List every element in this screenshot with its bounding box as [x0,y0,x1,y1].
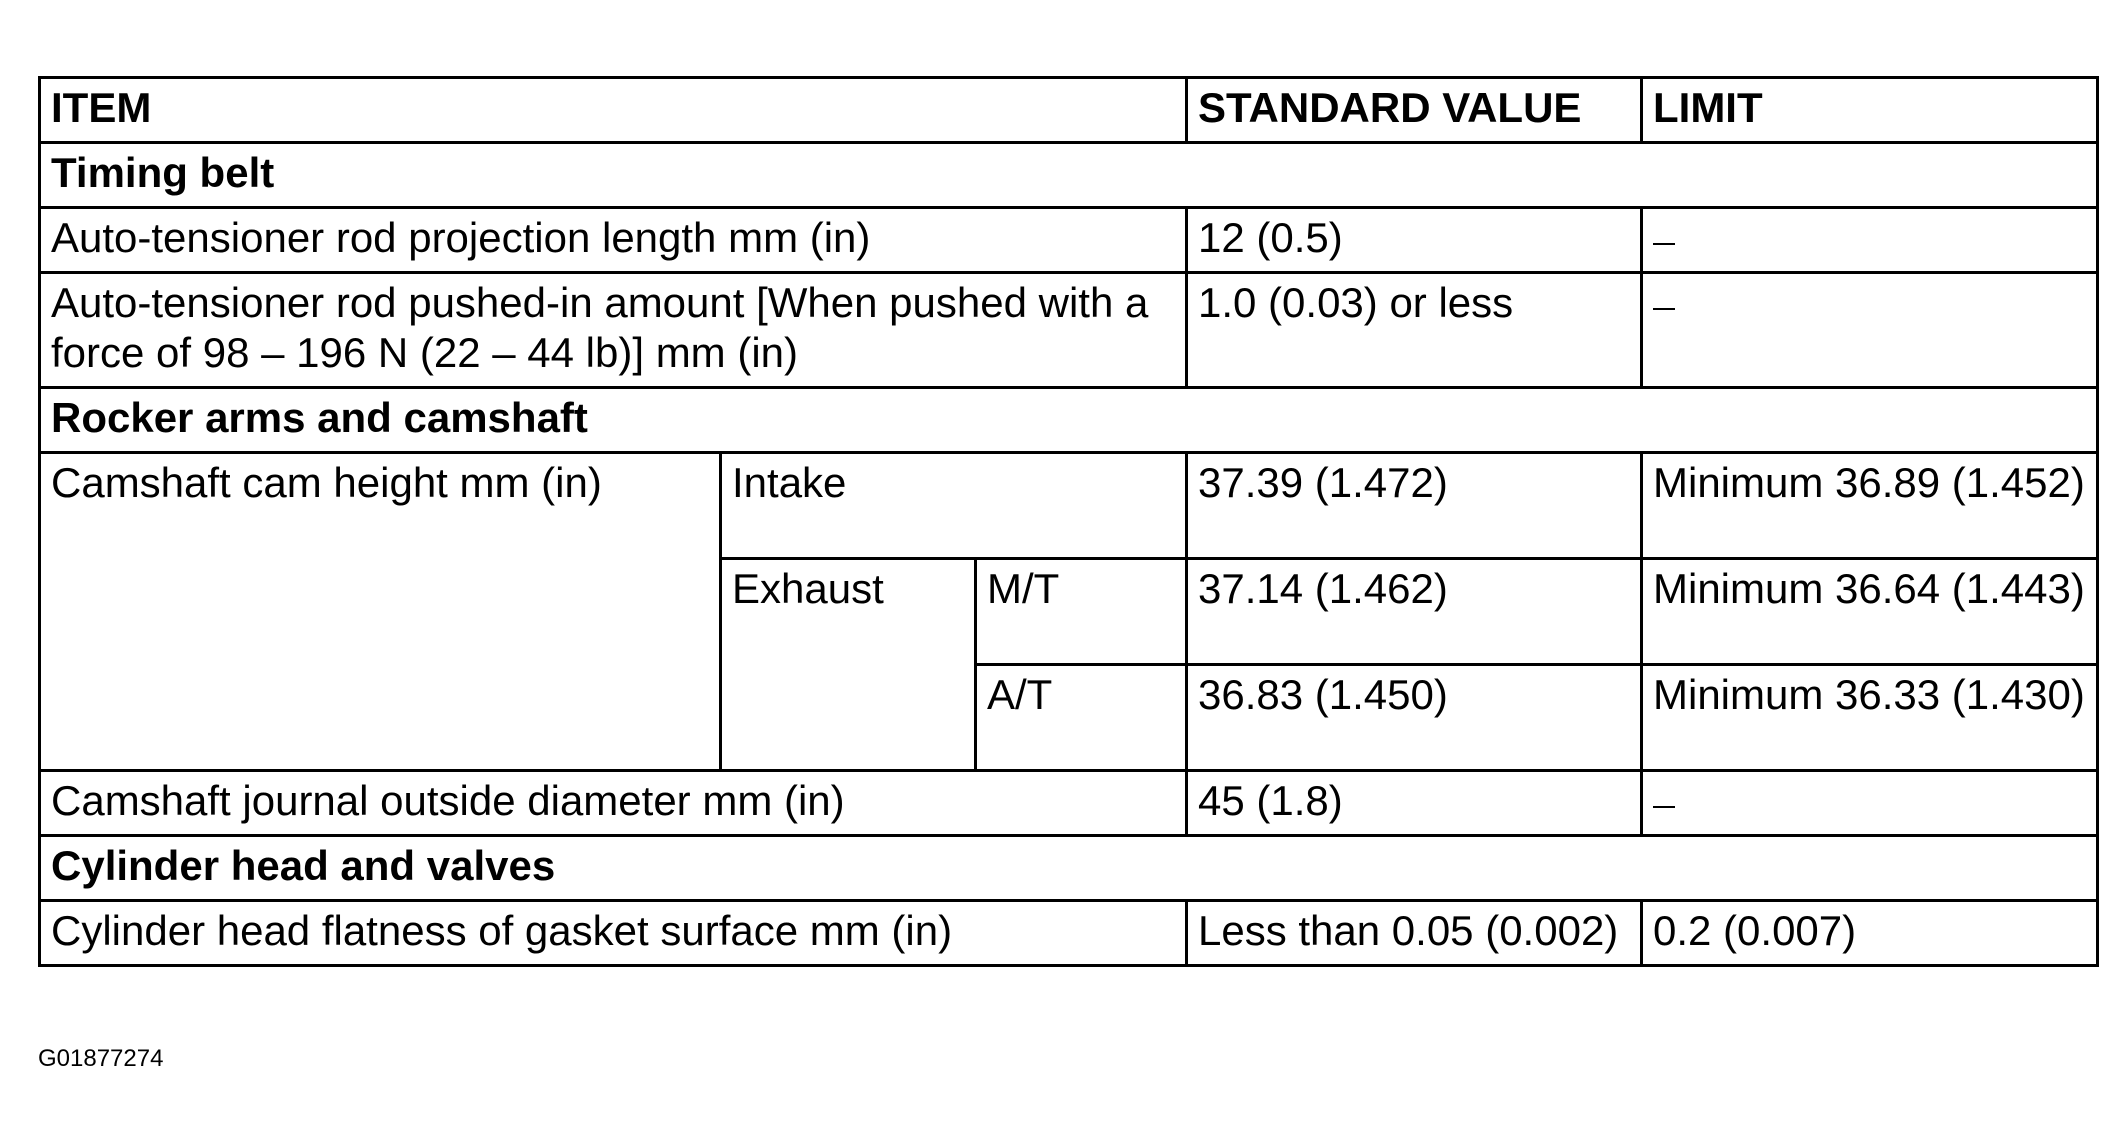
item-cell: Auto-tensioner rod pushed-in amount [When pushed with a force of 98 – 196 N (22 – 44 lb)] mm (in) [40,273,1187,388]
section-title-timing-belt: Timing belt [40,143,2098,208]
item-cell: Auto-tensioner rod projection length mm (in) [40,208,1187,273]
section-row-cylinder-head [40,836,2098,901]
standard-value-cell: 37.14 (1.462) [1187,559,1642,665]
header-row [40,78,2098,143]
limit-cell: Minimum 36.89 (1.452) [1642,453,2098,559]
limit-cell [1642,771,2098,836]
sub-item-cell: Intake [721,453,1187,559]
item-cell: Camshaft cam height mm (in) [40,453,721,771]
header-limit: LIMIT [1642,78,2098,143]
section-title-rocker-arms: Rocker arms and camshaft [40,388,2098,453]
table-row [40,208,2098,273]
item-cell: Cylinder head flatness of gasket surface mm (in) [40,901,1187,966]
limit-cell: 0.2 (0.007) [1642,901,2098,966]
transmission-cell: M/T [976,559,1187,665]
dash-mark [1653,243,1675,245]
transmission-cell: A/T [976,665,1187,771]
section-title-cylinder-head: Cylinder head and valves [40,836,2098,901]
header-standard-value: STANDARD VALUE [1187,78,1642,143]
limit-cell [1642,273,2098,388]
table-row [40,453,2098,559]
table-row [40,771,2098,836]
item-cell: Camshaft journal outside diameter mm (in) [40,771,1187,836]
dash-mark [1653,308,1675,310]
table-row [40,273,2098,388]
standard-value-cell: Less than 0.05 (0.002) [1187,901,1642,966]
table-row [40,901,2098,966]
section-row-timing-belt [40,143,2098,208]
standard-value-cell: 1.0 (0.03) or less [1187,273,1642,388]
limit-cell [1642,208,2098,273]
limit-cell: Minimum 36.64 (1.443) [1642,559,2098,665]
standard-value-cell: 12 (0.5) [1187,208,1642,273]
standard-value-cell: 37.39 (1.472) [1187,453,1642,559]
limit-cell: Minimum 36.33 (1.430) [1642,665,2098,771]
section-row-rocker-arms [40,388,2098,453]
specification-table [38,76,2099,967]
figure-id: G01877274 [38,1045,164,1072]
sub-item-cell: Exhaust [721,559,976,771]
dash-mark [1653,806,1675,808]
standard-value-cell: 45 (1.8) [1187,771,1642,836]
header-item: ITEM [40,78,1187,143]
standard-value-cell: 36.83 (1.450) [1187,665,1642,771]
